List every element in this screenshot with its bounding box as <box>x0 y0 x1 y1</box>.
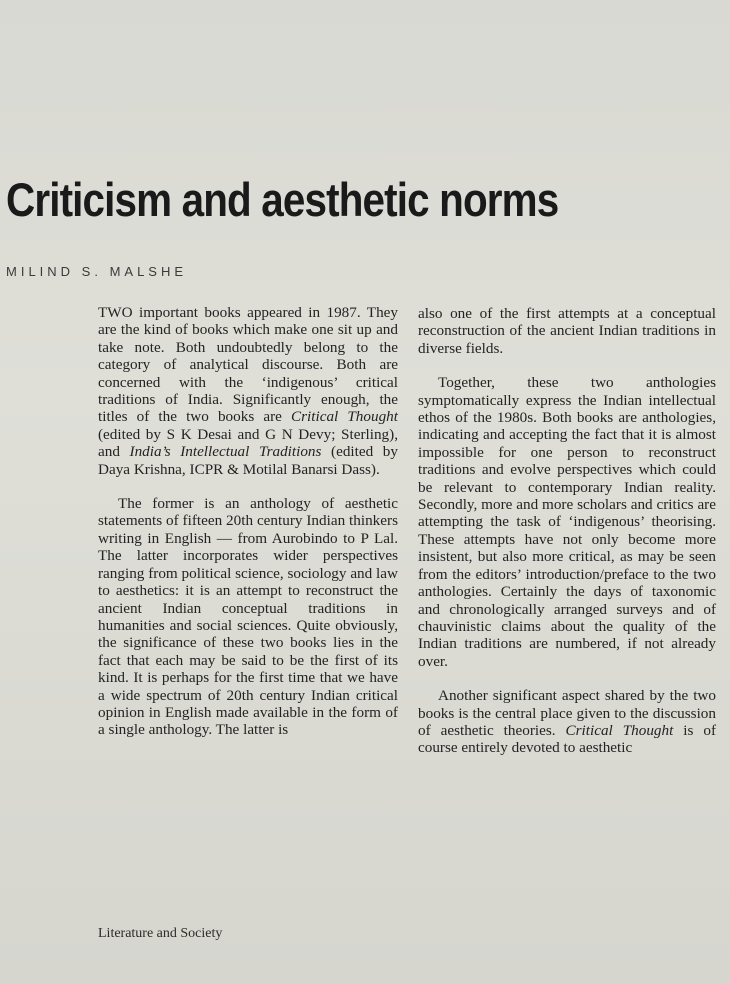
book-title-critical-thought: Critical Thought <box>291 408 398 426</box>
article-author: MILIND S. MALSHE <box>6 264 188 279</box>
text-run: (edited by S K Desai and G N Devy; Sterling), and <box>98 425 398 461</box>
text-run: (edited by Daya Krishna, ICPR & Motilal Banarsi Dass). <box>98 443 398 478</box>
right-paragraph-2: Together, these two anthologies symptomatically express the Indian intellectual ethos of the 1980s. Both books are anthologies, indicating and accepting the fact that it is almost impossible for one person to reconstruct traditions and evolve perspectives which could be relevant to contemporary Indian reality. Secondly, more and more scholars and critics are attempting the task of ‘indigenous’ theorising. These attempts have not only become more insistent, but also more critical, as may be seen from the editors’ introduction/preface to the two anthologies. Certainly the days of taxonomic and chronologically arranged surveys and of chauvinistic claims about the quality of the Indian traditions are numbered, if not already over. <box>418 374 716 670</box>
right-paragraph-3 <box>418 687 716 757</box>
text-run: Another significant aspect shared by the two books is the central place given to the discussion of aesthetic theories. <box>418 687 716 739</box>
right-column <box>418 305 716 757</box>
book-title-critical-thought: Critical Thought <box>565 721 674 739</box>
book-title-indias-intellectual-traditions: India’s Intellectual Traditions <box>129 443 322 461</box>
left-column <box>98 304 398 739</box>
left-paragraph-1 <box>98 304 398 478</box>
running-footer: Literature and Society <box>98 926 223 941</box>
text-run: TWO important books appeared in 1987. They are the kind of books which make one sit up and take note. Both undoubtedly belong to the category of analytical discourse. Both are concerned with the ‘indigenous’ critical traditions of India. Significantly enough, the titles of the two books are <box>98 304 398 426</box>
article-title: Criticism and aesthetic norms <box>6 173 559 226</box>
right-paragraph-1: also one of the first attempts at a conceptual reconstruction of the ancient Indian traditions in diverse fields. <box>418 305 716 357</box>
left-paragraph-2: The former is an anthology of aesthetic statements of fifteen 20th century Indian thinkers writing in English — from Aurobindo to P Lal. The latter incorporates wider perspectives ranging from political science, sociology and law to aesthetics: it is an attempt to reconstruct the ancient Indian conceptual traditions in humanities and social sciences. Quite obviously, the significance of these two books lies in the fact that each may be said to be the first of its kind. It is perhaps for the first time that we have a wide spectrum of 20th century Indian critical opinion in English made available in the form of a single anthology. The latter is <box>98 495 398 739</box>
text-run: is of course entirely devoted to aesthetic <box>418 721 717 757</box>
